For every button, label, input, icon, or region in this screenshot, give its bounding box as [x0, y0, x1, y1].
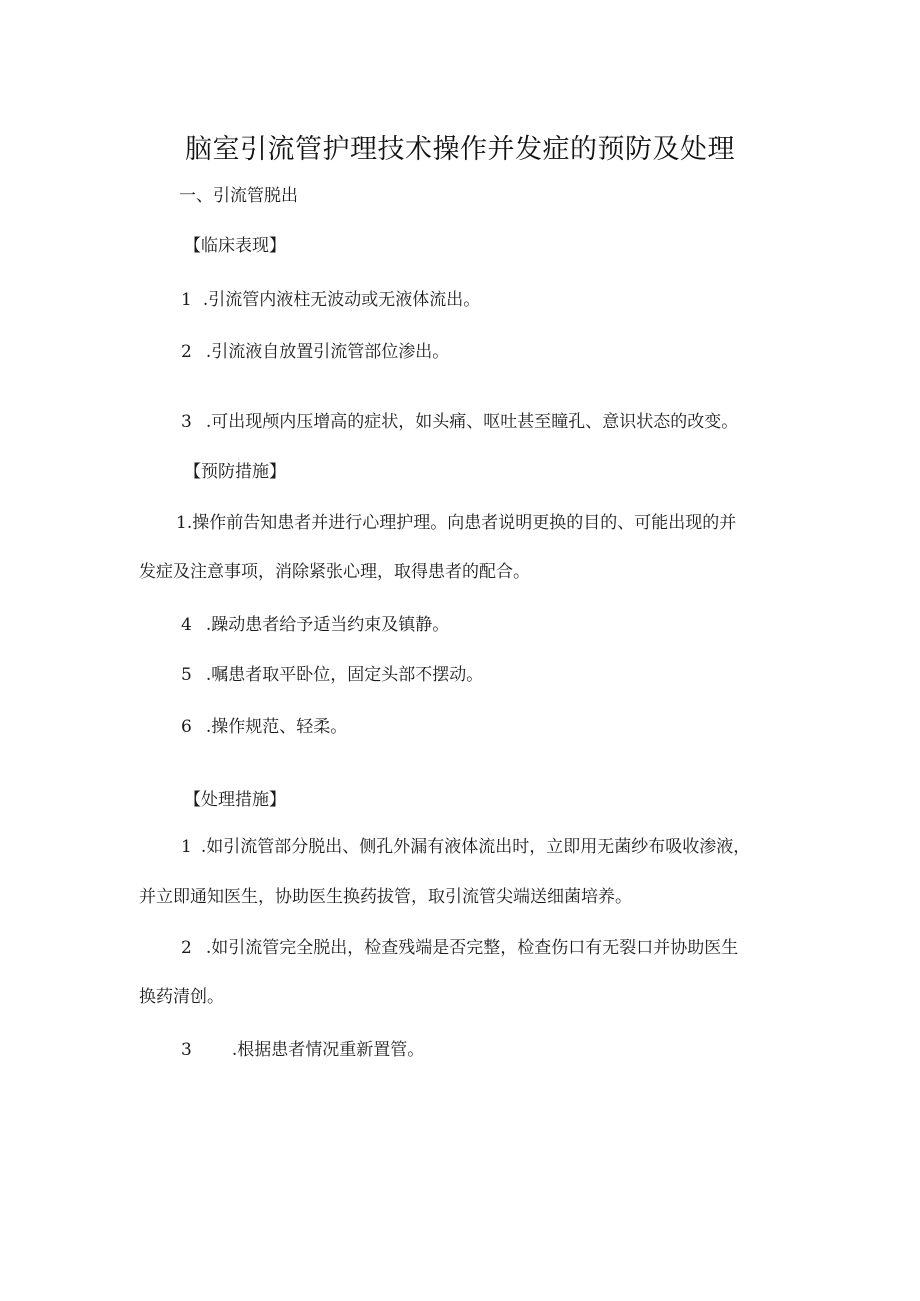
treatment-header: 【处理措施】 [184, 790, 286, 810]
item-text: .引流管内液柱无波动或无液体流出。 [202, 290, 481, 310]
item-number: 4 [181, 615, 192, 635]
prevention-header: 【预防措施】 [184, 462, 286, 482]
clinical-item-1 [181, 289, 480, 311]
treatment-item-3 [181, 1039, 424, 1061]
prevention-item-4 [181, 614, 449, 636]
clinical-header: 【临床表现】 [184, 236, 286, 256]
clinical-item-2 [181, 341, 449, 363]
clinical-item-3 [181, 411, 738, 433]
item-text: .根据患者情况重新置管。 [231, 1040, 425, 1060]
item-text: .可出现颅内压增高的症状，如头痛、呕吐甚至瞳孔、意识状态的改变。 [205, 412, 739, 432]
item-text: .引流液自放置引流管部位渗出。 [205, 342, 450, 362]
item-number: 2 [181, 938, 192, 958]
prevention-item-1-line-2: 发症及注意事项，消除紧张心理，取得患者的配合。 [139, 562, 530, 582]
section-heading: 一、引流管脱出 [179, 186, 298, 206]
item-number: 3 [181, 412, 192, 432]
document-title: 脑室引流管护理技术操作并发症的预防及处理 [185, 134, 735, 165]
item-text: .躁动患者给予适当约束及镇静。 [205, 615, 450, 635]
treatment-item-2-line-2: 换药清创。 [139, 987, 224, 1007]
item-text: .操作规范、轻柔。 [205, 717, 348, 737]
prevention-item-6 [181, 716, 347, 738]
item-number: 2 [181, 342, 192, 362]
item-number: 1 [181, 290, 192, 310]
treatment-item-1-line-2: 并立即通知医生，协助医生换药拔管，取引流管尖端送细菌培养。 [139, 887, 632, 907]
item-text: .嘱患者取平卧位，固定头部不摆动。 [205, 665, 484, 685]
prevention-item-5 [181, 664, 483, 686]
treatment-item-1-line-1 [181, 836, 750, 858]
item-text: .如引流管部分脱出、侧孔外漏有液体流出时，立即用无菌纱布吸收渗液， [200, 837, 751, 857]
item-number: 1 [181, 837, 192, 857]
item-number: 6 [181, 717, 192, 737]
item-number: 3 [181, 1040, 192, 1060]
prevention-item-1-line-1: 1.操作前告知患者并进行心理护理。向患者说明更换的目的、可能出现的并 [176, 513, 737, 533]
treatment-item-2-line-1 [181, 937, 738, 959]
item-text: .如引流管完全脱出，检查残端是否完整，检查伤口有无裂口并协助医生 [205, 938, 739, 958]
item-number: 5 [181, 665, 192, 685]
